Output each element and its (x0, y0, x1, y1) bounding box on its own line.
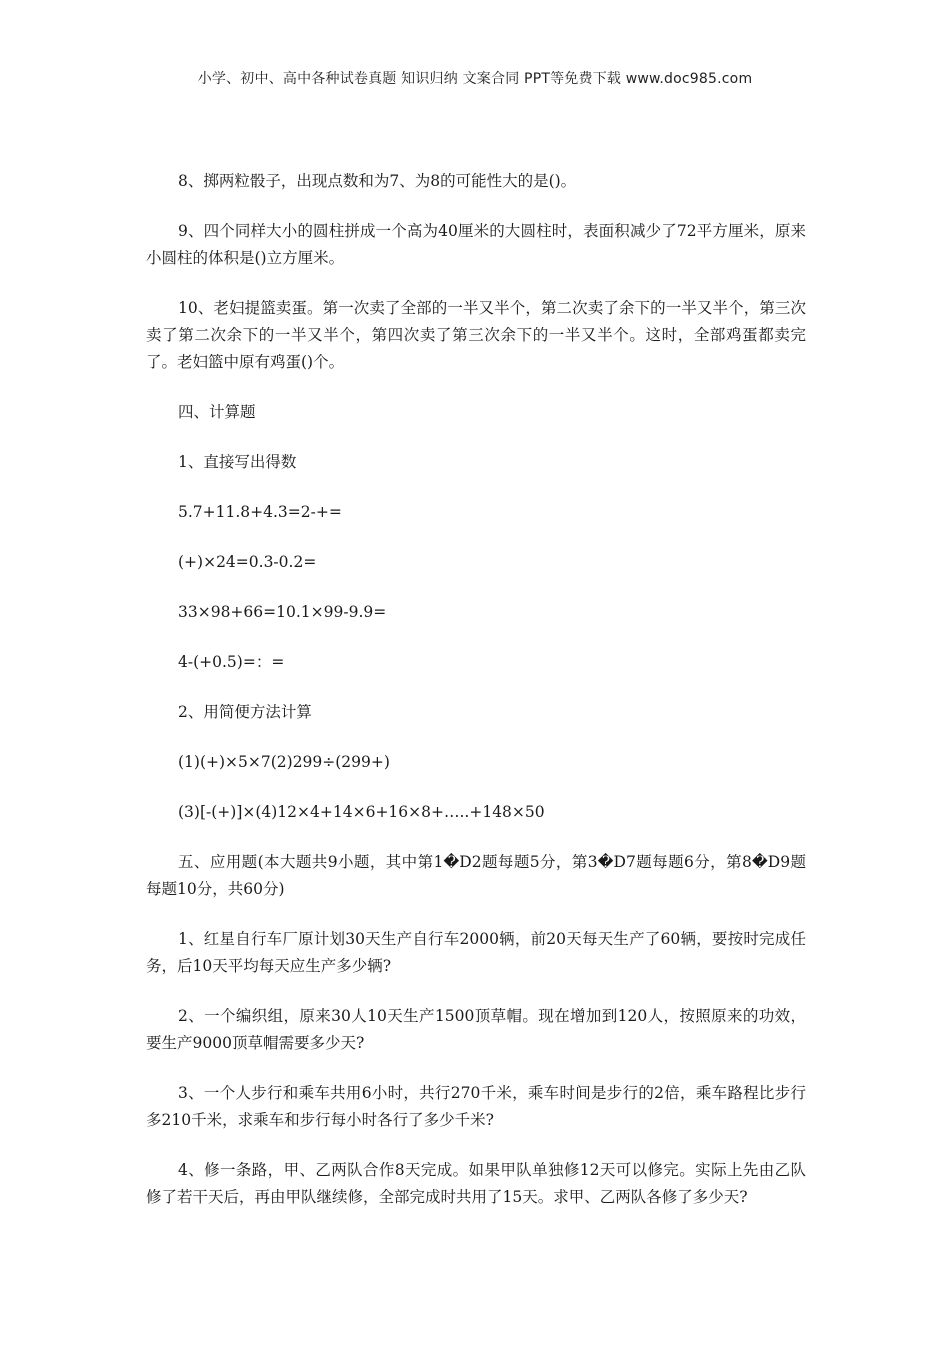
simplified-calc-line-1: (1)(+)×5×7(2)299÷(299+) (178, 753, 390, 771)
calc-line-3: 33×98+66=10.1×99-9.9= (178, 603, 387, 621)
document-body (146, 168, 806, 1234)
section-heading-word-problems: 五、应用题(本大题共9小题，其中第1�D2题每题5分，第3�D7题每题6分，第8�D9题每题10分，共60分) (146, 853, 806, 898)
page-header: 小学、初中、高中各种试卷真题 知识归纳 文案合同 PPT等免费下载 www.doc985.com (197, 71, 753, 87)
calc-line-1: 5.7+11.8+4.3=2-+= (178, 503, 342, 521)
simplified-calc-line-2: (3)[-(+)]×(4)12×4+14×6+16×8+…..+148×50 (178, 803, 545, 821)
question-9: 9、四个同样大小的圆柱拼成一个高为40厘米的大圆柱时，表面积减少了72平方厘米，原来小圆柱的体积是()立方厘米。 (146, 222, 806, 267)
question-10: 10、老妇提篮卖蛋。第一次卖了全部的一半又半个，第二次卖了余下的一半又半个，第三次卖了第二次余下的一半又半个，第四次卖了第三次余下的一半又半个。这时，全部鸡蛋都卖完了。老妇篮中原有鸡蛋()个。 (146, 299, 806, 371)
question-8: 8、掷两粒骰子，出现点数和为7、为8的可能性大的是()。 (178, 172, 577, 190)
subsection-simplified-calc: 2、用简便方法计算 (178, 703, 312, 721)
word-problem-1: 1、红星自行车厂原计划30天生产自行车2000辆，前20天每天生产了60辆，要按时完成任务，后10天平均每天应生产多少辆? (146, 930, 806, 975)
word-problem-4: 4、修一条路，甲、乙两队合作8天完成。如果甲队单独修12天可以修完。实际上先由乙队修了若干天后，再由甲队继续修，全部完成时共用了15天。求甲、乙两队各修了多少天? (146, 1161, 806, 1206)
subsection-direct-answers: 1、直接写出得数 (178, 453, 297, 471)
word-problem-3: 3、一个人步行和乘车共用6小时，共行270千米，乘车时间是步行的2倍，乘车路程比步行多210千米，求乘车和步行每小时各行了多少千米? (146, 1084, 806, 1129)
calc-line-4: 4-(+0.5)=：= (178, 653, 285, 671)
section-heading-calculation: 四、计算题 (178, 403, 256, 421)
word-problem-2: 2、一个编织组，原来30人10天生产1500顶草帽。现在增加到120人，按照原来的功效，要生产9000顶草帽需要多少天? (146, 1007, 806, 1052)
calc-line-2: (+)×24=0.3-0.2= (178, 553, 317, 571)
